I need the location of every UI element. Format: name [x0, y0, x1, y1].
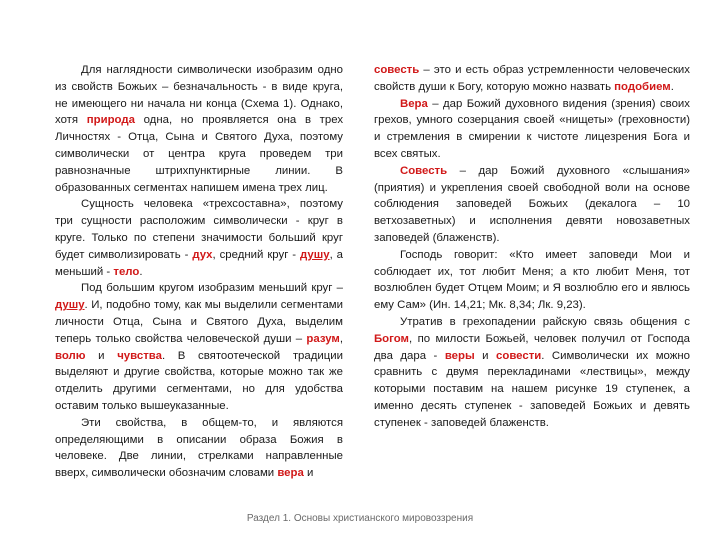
keyword-priroda: природа: [86, 114, 135, 127]
text-run: , средний круг -: [212, 248, 301, 261]
text-run: .: [670, 80, 674, 93]
text-run: Эти свойства, в общем-то, и являются определяющими в описании образа Божия в человеке. Две линии, стрелками направленные вверх, символически обозначим словами: [55, 416, 343, 480]
footer-section-title: Раздел 1. Основы христианского мировоззрения: [246, 513, 474, 524]
text-run: и: [303, 467, 314, 480]
paragraph-conscience-likeness: [374, 62, 690, 96]
text-run: .: [139, 265, 143, 278]
keyword-very: веры: [444, 349, 475, 362]
paragraph-scripture-quote: [374, 247, 690, 314]
text-run: Для наглядности символически изобразим одно из свойств Божьих – безначальность - в виде круга, не имеющего ни начала ни конца (Схема 1). Однако, хотя: [55, 64, 343, 127]
paragraph-conscience-definition: [374, 163, 690, 247]
text-run: , по милости Божьей, человек получил от Господа два дара -: [374, 332, 690, 362]
text-run: Утратив в грехопадении райскую связь общения с: [400, 315, 690, 328]
left-column: [55, 62, 343, 482]
text-run: Под большим кругом изобразим меньший круг –: [81, 282, 343, 295]
paragraph-two-gifts: [374, 314, 690, 432]
keyword-vera: вера: [277, 467, 304, 480]
keyword-vera-heading: Вера: [400, 97, 428, 110]
text-run: . И, подобно тому, как мы выделили сегментами личности Отца, Сына и Святого Духа, выделим теперь только свойства человеческой души –: [55, 299, 343, 345]
paragraph-circle-symbol: [55, 62, 343, 196]
keyword-bog: Богом: [374, 332, 409, 345]
keyword-chuvstva: чувства: [117, 349, 162, 362]
text-run: Господь говорит: «Кто имеет заповеди Мои и соблюдает их, тот любит Меня; а кто любит Меня, тот возлюблен будет Отцем Моим; и Я возлюблю его и явлюсь ему Сам» (Ин. 14,21; Мк. 8,34; Лк. 9,23).: [374, 248, 690, 312]
paragraph-human-essence: [55, 196, 343, 280]
keyword-sovest-heading: Совесть: [400, 164, 448, 177]
text-run: – дар Божий духовного видения (зрения) своих грехов, умного созерцания своей «нищеты» (греховности) и стремления в смирении к чистоте лицезрения Бога и всех святых.: [374, 97, 690, 160]
text-run: ,: [339, 332, 343, 345]
text-run: – это и есть образ устремленности человеческих свойств души к Богу, которую можно назвать: [374, 64, 690, 93]
text-run: , а меньший -: [55, 248, 343, 278]
text-run: . Символически их можно сравнить с двумя перекладинами «лествицы», между которыми поставим на нашем рисунке 19 ступенек, а именно десять ступенек - заповедей Божьих и девять ступенек - заповедей блаженств.: [374, 349, 690, 429]
keyword-dusha: душу: [300, 248, 330, 261]
keyword-dushu: душу: [55, 299, 85, 312]
text-run: одна, но проявляется она в трех Личностях - Отца, Сына и Святого Духа, поэтому символически от центра круга проведем три равнозначные штрихпунктирные линии. В образованных сегментах напишем имена трех лиц.: [55, 114, 344, 194]
text-run: и: [474, 349, 497, 362]
keyword-podobie: подобием: [614, 80, 671, 93]
text-run: и: [85, 349, 118, 362]
keyword-dukh: дух: [192, 248, 213, 261]
paragraph-image-of-god: [55, 415, 343, 482]
keyword-telo: тело: [113, 265, 140, 278]
keyword-sovest: совесть: [374, 64, 420, 76]
paragraph-soul-properties: [55, 280, 343, 414]
paragraph-faith-definition: [374, 96, 690, 163]
keyword-sovesti: совести: [496, 349, 542, 362]
text-run: – дар Божий духовного «слышания» (приятия) и укрепления своей свободной воли на основе соблюдения заповедей Божьих (декалога – 10 ветхозаветных) и исполнения девяти новозаветных заповедей (блаженств).: [374, 164, 690, 244]
text-run: . В святоотеческой традиции выделяют и другие свойства, которые можно так же отделить другими сегментами, но для удобства оставим только вышеуказанные.: [55, 349, 343, 412]
right-column: [374, 62, 690, 432]
text-run: Сущность человека «трехсоставна», поэтому три сущности расположим символически - круг в круге. Только по степени значимости больший круг будет символизировать -: [55, 198, 343, 261]
keyword-volya: волю: [55, 349, 86, 362]
keyword-razum: разум: [306, 332, 340, 345]
